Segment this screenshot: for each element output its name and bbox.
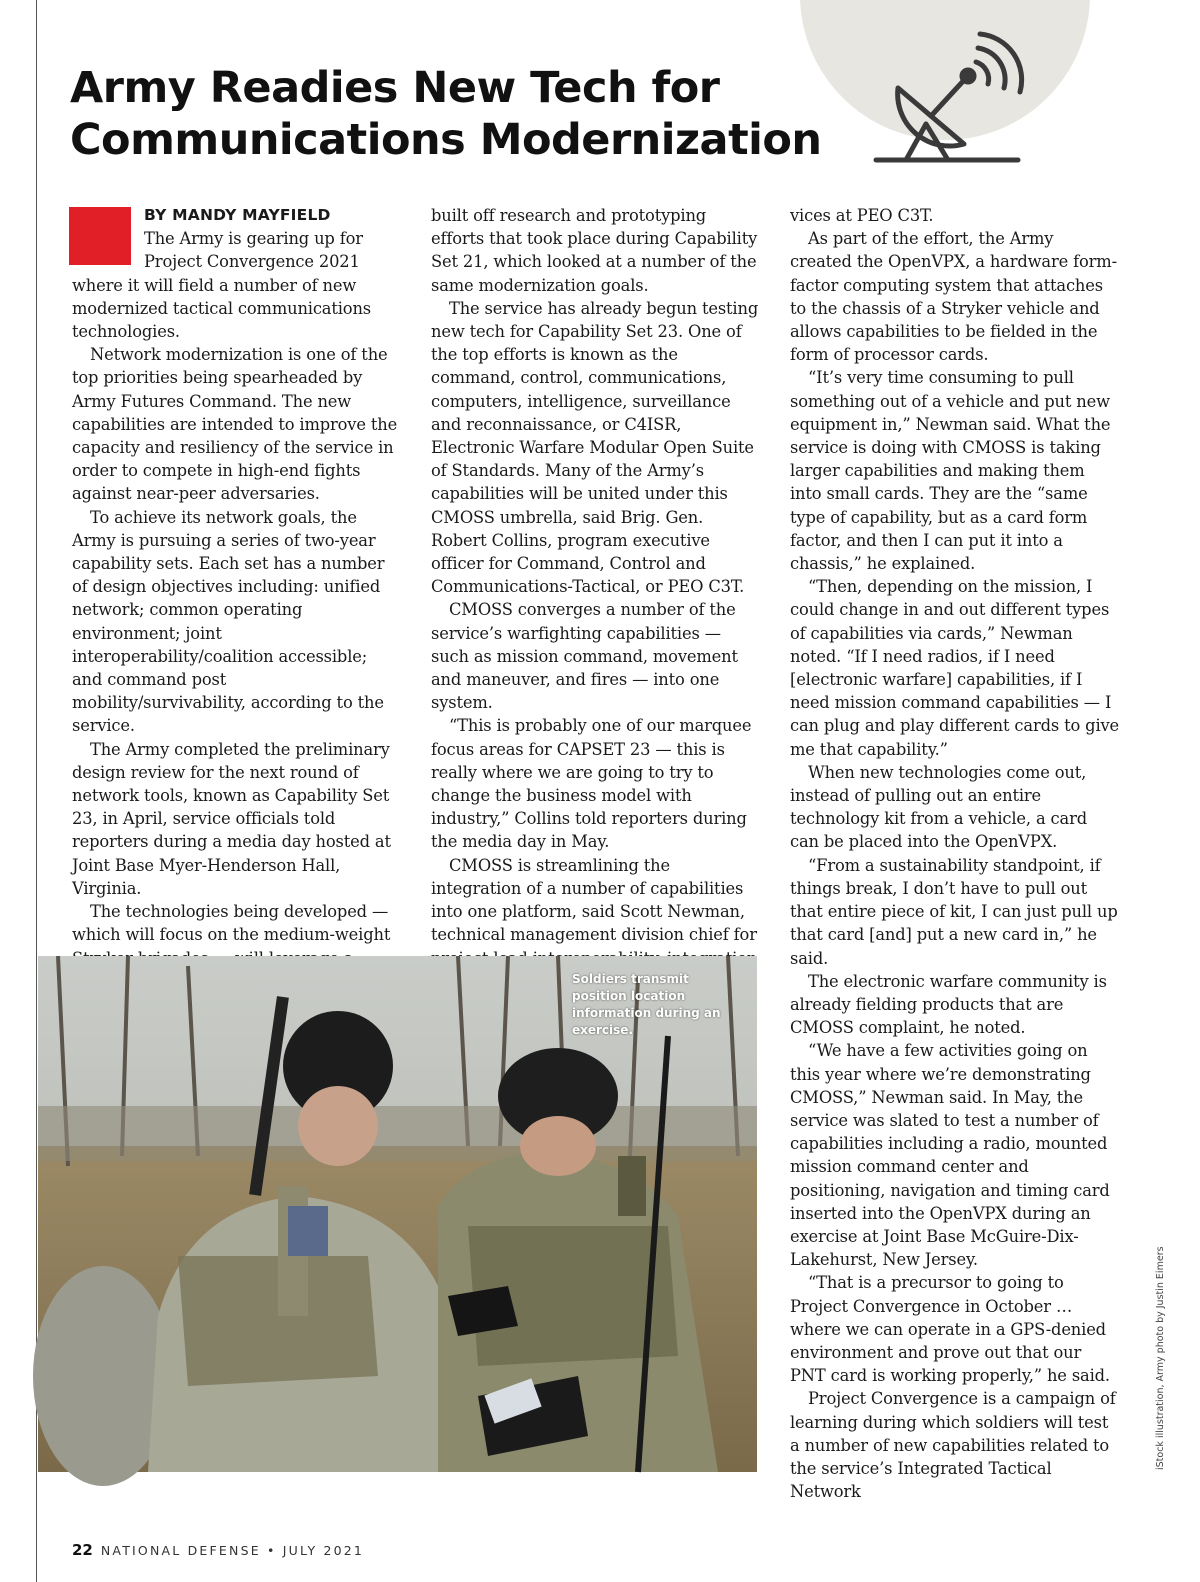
paragraph: To achieve its network goals, the Army is pursuing a series of two-year capability sets. Each set has a number of design objectives including: unified network; common operating environment; joint interoperability/coalition accessible; and command post mobility/survivability, according to the service. (72, 507, 385, 736)
paragraph: The electronic warfare community is already fielding products that are CMOSS complaint, he noted. (790, 971, 1107, 1038)
paragraph: built off research and prototyping efforts that took place during Capability Set 21, which looked at a number of the same modernization goals. (431, 206, 758, 295)
photo-credit: iStock illustration, Army photo by Justin Eimers (1155, 1246, 1166, 1470)
paragraph: CMOSS converges a number of the service’s warfighting capabilities — such as mission command, movement and maneuver, and fires — into one system. (431, 600, 738, 713)
article-column-3 (790, 204, 1120, 1502)
article-headline: Army Readies New Tech for Communications Modernization (70, 63, 822, 165)
paragraph: When new technologies come out, instead of pulling out an entire technology kit from a vehicle, a card can be placed into the OpenVPX. (790, 762, 1087, 852)
article-column-2 (431, 204, 761, 949)
byline: BY MANDY MAYFIELD (144, 206, 331, 224)
article-column-1 (72, 204, 400, 949)
photo-caption: Soldiers transmit position location information during an exercise. (572, 972, 721, 1037)
paragraph: “We have a few activities going on this year where we’re demonstrating CMOSS,” Newman said. In May, the service was slated to test a number of capabilities including a radio, mounted mission command center and positioning, navigation and timing card inserted into the OpenVPX during an exercise at Joint Base McGuire-Dix-Lakehurst, New Jersey. (790, 1041, 1110, 1270)
paragraph: “This is probably one of our marquee focus areas for CAPSET 23 — this is really where we are going to try to change the business model with industry,” Collins told reporters during the media day in May. (431, 716, 752, 852)
paragraph: As part of the effort, the Army created the OpenVPX, a hardware form-factor computing system that attaches to the chassis of a Stryker vehicle and allows capabilities to be fielded in the form of processor cards. (790, 229, 1117, 365)
paragraph: The Army completed the preliminary design review for the next round of network tools, known as Capability Set 23, in April, service officials told reporters during a media day hosted at Joint Base Myer-Henderson Hall, Virginia. (72, 739, 391, 898)
paragraph: Project Convergence is a campaign of learning during which soldiers will test a number of new capabilities related to the service’s Integrated Tactical Network (790, 1389, 1116, 1502)
paragraph: Network modernization is one of the top priorities being spearheaded by Army Futures Command. The new capabilities are intended to improve the capacity and resiliency of the service in order to compete in high-end fights against near-peer adversaries. (72, 345, 398, 504)
paragraph: “Then, depending on the mission, I could change in and out different types of capabilities via cards,” Newman noted. “If I need radios, if I need [electronic warfare] capabilities, if I need mission command capabilities — I can plug and play different cards to give me that capability.” (790, 577, 1120, 759)
paragraph: “From a sustainability standpoint, if things break, I don’t have to pull out that entire piece of kit, I can just pull up that card [and] put a new card in,” he said. (790, 855, 1118, 968)
publication-info: NATIONAL DEFENSE • JULY 2021 (100, 1543, 365, 1558)
paragraph: “That is a precursor to going to Project Convergence in October … where we can operate in a GPS-denied environment and prove out that our PNT card is working properly,” he said. (790, 1273, 1110, 1386)
paragraph: vices at PEO C3T. (790, 206, 934, 225)
page-footer (72, 1541, 364, 1559)
paragraph: The Army is gearing up for Project Convergence 2021 where it will field a number of new modernized tactical communications technologies. (72, 229, 372, 342)
paragraph: The technologies being developed — which will focus on the medium-weight (72, 902, 391, 945)
page-number: 22 (72, 1541, 93, 1559)
satellite-dish-icon (868, 26, 1028, 171)
paragraph: “It’s very time consuming to pull something out of a vehicle and put new equipment in,” Newman said. What the service is doing with CMOSS is taking larger capabilities and making them into small cards. They are the “same type of capability, but as a card form factor, and then I can put it into a chassis,” he explained. (790, 368, 1111, 574)
paragraph: CMOSS is streamlining the integration of a number of capabilities into one platform, said Scott Newman, technical management division chief for (431, 855, 757, 945)
paragraph: The service has already begun testing new tech for Capability Set 23. One of the top efforts is known as the command, control, communications, computers, intelligence, surveillance and reconnaissance, or C4ISR, Electronic Warfare Modular Open Suite of Standards. Many of the Army’s capabilities will be united under this CMOSS umbrella, said Brig. Gen. Robert Collins, program executive officer for Command, Control and Communications-Tactical, or PEO C3T. (431, 298, 759, 597)
